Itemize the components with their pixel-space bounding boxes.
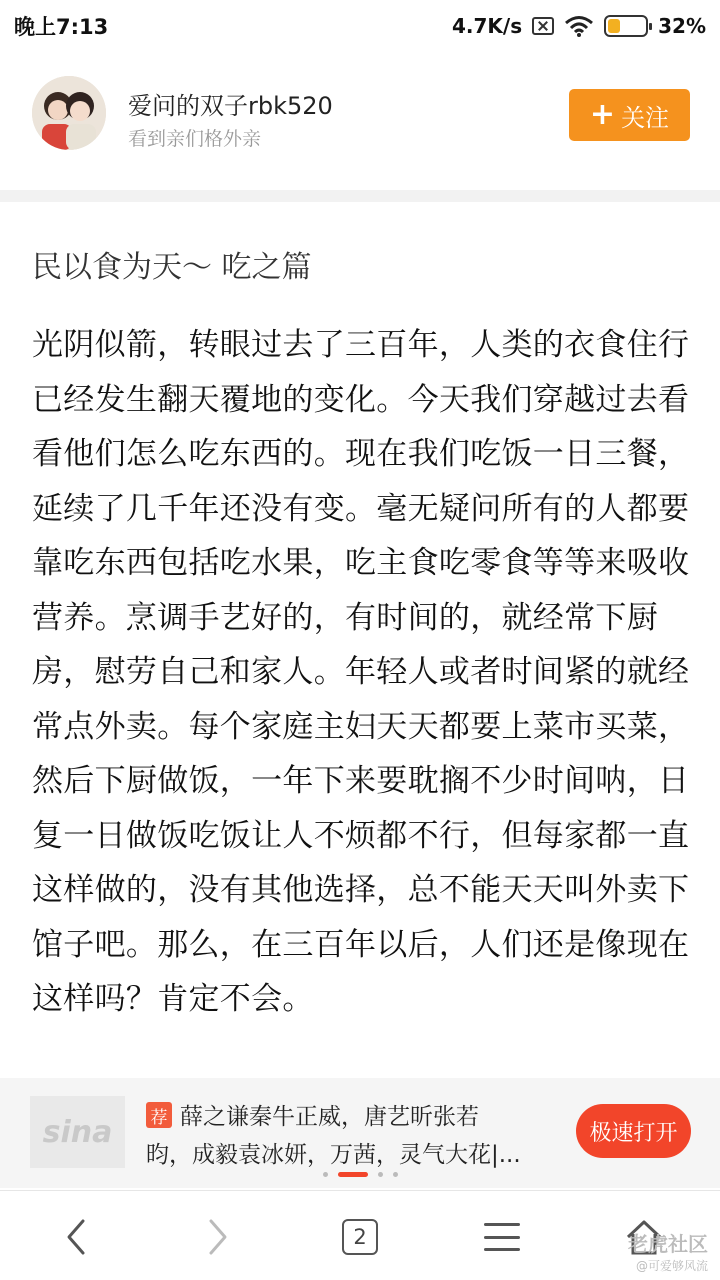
carousel-dot [393,1172,398,1177]
author-name[interactable]: 爱问的双子rbk520 [128,92,333,120]
quick-open-button[interactable]: 极速打开 [576,1104,691,1158]
watermark [628,1228,708,1274]
network-speed: 4.7K/s [451,14,523,38]
author-subtitle: 看到亲们格外亲 [128,128,262,150]
battery-icon [604,15,648,37]
recommend-badge: 荐 [146,1102,172,1128]
status-indicators [452,14,706,38]
avatar[interactable] [32,76,106,150]
recommendation-text-line2[interactable]: 昀，成毅袁冰妍，万茜，灵气大花|... [146,1142,521,1168]
menu-icon [484,1223,520,1251]
carousel-dot [378,1172,383,1177]
recommendation-text-line1[interactable]: 薛之谦秦牛正威，唐艺昕张若 [180,1104,479,1130]
article-title: 民以食为天～ 吃之篇 [32,250,312,285]
author-header [0,62,720,186]
avatar-image [32,76,106,150]
wifi-icon [564,15,594,37]
forward-button[interactable] [188,1209,248,1265]
follow-button[interactable] [569,89,690,141]
sina-logo [30,1096,125,1168]
chevron-right-icon [203,1217,233,1257]
status-time: 晚上7:13 [14,15,109,39]
chevron-left-icon [61,1217,91,1257]
watermark-title: 老虎社区 [628,1232,708,1256]
follow-label: 关注 [621,103,670,132]
plus-icon: + [589,97,616,132]
article-body: 光阴似箭，转眼过去了三百年，人类的衣食住行已经发生翻天覆地的变化。今天我们穿越过去看看他们怎么吃东西的。现在我们吃饭一日三餐，延续了几千年还没有变。毫无疑问所有的人都要靠吃东西包括吃水果，吃主食吃零食等等来吸收营养。烹调手艺好的，有时间的，就经常下厨房，慰劳自己和家人。年轻人或者时间紧的就经常点外卖。每个家庭主妇天天都要上菜市买菜，然后下厨做饭，一年下来要耽搁不少时间呐，日复一日做饭吃饭让人不烦都不行，但每家都一直这样做的，没有其他选择，总不能天天叫外卖下馆子吧。那么，在三百年以后，人们还是像现在这样吗？肯定不会。 [32,327,690,1017]
back-button[interactable] [46,1209,106,1265]
carousel-indicator [0,1172,720,1177]
no-sim-icon [532,17,554,35]
sina-logo-text: sina [42,1114,113,1150]
menu-button[interactable] [472,1209,532,1265]
section-divider [0,190,720,202]
carousel-dot [323,1172,328,1177]
status-bar [0,0,720,52]
browser-bottom-nav [0,1190,720,1280]
tab-count: 2 [342,1219,378,1255]
tabs-button[interactable] [330,1209,390,1265]
watermark-handle: @可爱够风流 [635,1259,708,1273]
carousel-dot-active [338,1172,368,1177]
battery-percent: 32% [658,14,706,38]
